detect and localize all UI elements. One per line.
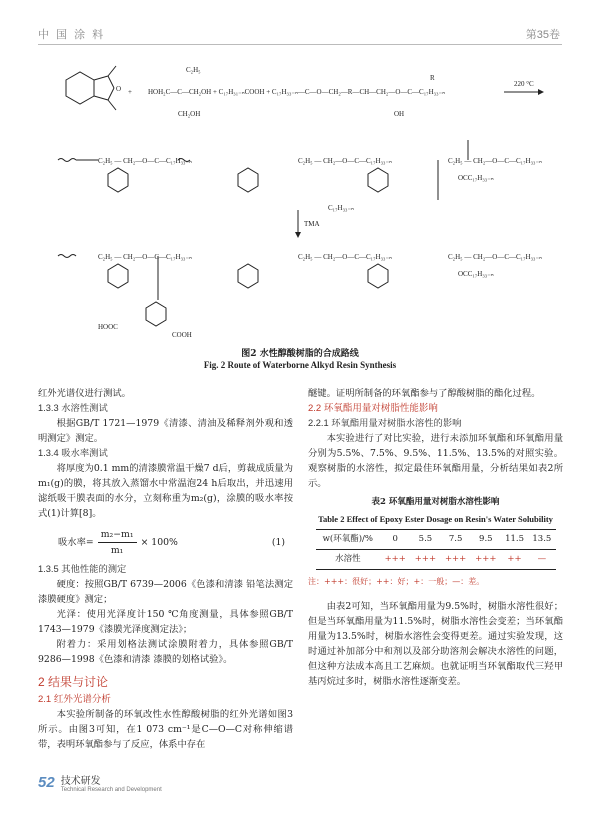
table-cell: 7.5	[441, 530, 471, 550]
left-p5: 附着力：采用划格法测试涂膜附着力，具体参照GB/T 9286—1998《色漆和清漆 漆膜的划格试验》。	[38, 639, 293, 665]
chain1-text-c: C₂H₅ — CH₂—O—C—C₁₇H₃₃₋ₙ	[448, 157, 542, 165]
formula-numerator: m₂−m₁	[98, 527, 137, 543]
polymer-chain-2	[58, 255, 388, 327]
formula-tail: × 100%	[140, 537, 178, 548]
figure-caption-en: Fig. 2 Route of Waterborne Alkyd Resin Synthesis	[203, 360, 397, 370]
left-p6: 本实验所制备的环氧改性水性醇酸树脂的红外光谱如图3所示。由图3可知，在1 073 cm⁻¹是C—O—C对称伸缩谱带，表明环氧酯参与了反应，体系中存在	[38, 709, 293, 750]
table-cell: +++	[380, 550, 410, 570]
c17-label: C₁₇H₃₃₋ₙ	[328, 204, 354, 212]
left-p0: 红外光谱仪进行测试。	[38, 388, 131, 399]
section-1-3-3: 1.3.3 水溶性测试	[38, 403, 108, 413]
table-cell: 水溶性	[316, 550, 381, 570]
table-header-row	[316, 530, 556, 550]
tma-label: TMA	[304, 220, 320, 228]
table-cell: +++	[441, 550, 471, 570]
solubility-table	[316, 529, 556, 570]
table-cell: 5.5	[410, 530, 440, 550]
chain2-text-b: C₂H₅ — CH₂—O—C—C₁₇H₃₃₋ₙ	[298, 253, 392, 261]
chain1-text-b: C₂H₅ — CH₂—O—C—C₁₇H₃₃₋ₙ	[298, 157, 392, 165]
tma-arrow-head-icon	[295, 232, 301, 238]
table-cell: 0	[380, 530, 410, 550]
figure-caption-cn: 图2 水性醇酸树脂的合成路线	[241, 349, 359, 359]
phthalic-anhydride	[66, 66, 116, 110]
arrow-head-icon	[538, 89, 544, 95]
ococ-label-2: OCC₁₇H₃₃₋ₙ	[458, 270, 494, 278]
page-number: 52	[38, 774, 55, 791]
section-2-2: 2.2 环氧酯用量对树脂性能影响	[308, 403, 438, 414]
table-cell: 13.5	[528, 530, 555, 550]
left-p4: 光泽：使用光泽度计150 ℃角度测量，具体参照GB/T 1743—1979《漆膜光泽度测定法》；	[38, 609, 293, 635]
left-column	[38, 386, 293, 752]
formula-fraction	[98, 527, 137, 558]
table-cell: +++	[410, 550, 440, 570]
footer-section	[61, 772, 162, 793]
chain1-text: C₂H₅ — CH₂—O—C—C₁₇H₃₃₋ₙ	[98, 157, 192, 165]
footer-section-cn: 技术研发	[60, 776, 101, 787]
table-caption-en: Table 2 Effect of Epoxy Ester Dosage on Resin's Water Solubility	[318, 514, 553, 524]
section-2-2-1: 2.2.1 环氧酯用量对树脂水溶性的影响	[308, 418, 462, 428]
table-cell: —	[528, 550, 555, 570]
left-p3: 硬度：按照GB/T 6739—2006《色漆和清漆 铅笔法测定漆膜硬度》测定；	[38, 579, 293, 605]
chain2-text-c: C₂H₅ — CH₂—O—C—C₁₇H₃₃₋ₙ	[448, 253, 542, 261]
header-divider	[38, 44, 562, 45]
section-2-heading: 2 结果与讨论	[38, 675, 109, 689]
r-label: R	[430, 74, 435, 82]
water-absorption-formula	[58, 527, 293, 558]
table-cell: 9.5	[471, 530, 501, 550]
volume-label: 第35卷	[525, 29, 560, 41]
formula-number: (1)	[271, 537, 285, 548]
right-p2: 由表2可知，当环氧酯用量为9.5%时，树脂水溶性很好；但是当环氧酯用量为11.5%时，树脂水溶性会变差；当环氧酯用量为13.5%时，树脂水溶性会变得更差。通过实验发现，这时通过补加部分中和剂以及部分助溶剂会解决水溶性的问题，但这种方法成本高且工艺麻烦。也就证明当环氧酯取代三羟甲基丙烷过多时，树脂水溶性逐渐变差。	[308, 601, 563, 687]
formula-lhs: 吸水率=	[58, 537, 94, 548]
table-note: 注：+++：很好；++：好；+：一般；—：差。	[308, 577, 485, 586]
table-caption-cn: 表2 环氧酯用量对树脂水溶性影响	[371, 497, 500, 507]
anhydride-o: O	[116, 85, 122, 93]
right-p0: 醚键。证明所制备的环氧酯参与了醇酸树脂的酯化过程。	[308, 388, 541, 399]
formula-denominator: m₁	[110, 545, 124, 556]
table-row	[316, 550, 556, 570]
footer-section-en: Technical Research and Development	[60, 787, 162, 793]
ch2oh-label: CH₂OH	[178, 110, 201, 118]
ococ-label: OCC₁₇H₃₃₋ₙ	[458, 174, 494, 182]
reagents: HOH₂C—C—CH₂OH + C₁₇H₃₁₋ₙCOOH + C₁₇H₃₃₋ₙ—C—O—CH₂—R—CH—CH₂—O—C—C₁₇H₃₃₋ₙ	[148, 88, 446, 96]
left-p1: 根据GB/T 1721—1979《清漆、清油及稀释剂外观和透明测定》测定。	[38, 418, 293, 444]
table-cell: ++	[501, 550, 528, 570]
c2h5-label: C₂H₅	[186, 66, 201, 74]
polymer-chain-1	[58, 140, 468, 200]
table-cell: +++	[471, 550, 501, 570]
chain2-text: C₂H₅ — CH₂—O—C—C₁₇H₃₃₋ₙ	[98, 253, 192, 261]
plus-sign: +	[128, 88, 132, 96]
oh-label: OH	[394, 110, 405, 118]
section-1-3-4: 1.3.4 吸水率测试	[38, 448, 108, 458]
temperature-label: 220 °C	[514, 80, 534, 88]
table-cell: w(环氧酯)/%	[316, 530, 381, 550]
hooc-label: HOOC	[98, 323, 118, 331]
table-cell: 11.5	[501, 530, 528, 550]
journal-name: 中 国 涂 料	[38, 29, 106, 41]
right-column	[308, 386, 563, 689]
left-p2: 将厚度为0.1 mm的清漆膜常温干燥7 d后，剪裁成质量为m₁(g)的膜，将其放入蒸馏水中常温泡24 h后取出，并迅速用滤纸吸干膜表面的水分，立刻称重为m₂(g)，涂膜的吸水率按式(1)计算[8]。	[38, 463, 293, 519]
section-2-1: 2.1 红外光谱分析	[38, 694, 111, 705]
page-footer	[38, 772, 162, 793]
right-p1: 本实验进行了对比实验，进行未添加环氧酯和环氧酯用量分别为5.5%、7.5%、9.5%、11.5%、13.5%的对照实验。观察树脂的水溶性，拟定最佳环氧酯用量，分析结果如表2所示。	[308, 433, 563, 489]
cooh-label: COOH	[172, 331, 192, 339]
synthesis-scheme	[38, 50, 562, 340]
section-1-3-5: 1.3.5 其他性能的测定	[38, 564, 127, 574]
